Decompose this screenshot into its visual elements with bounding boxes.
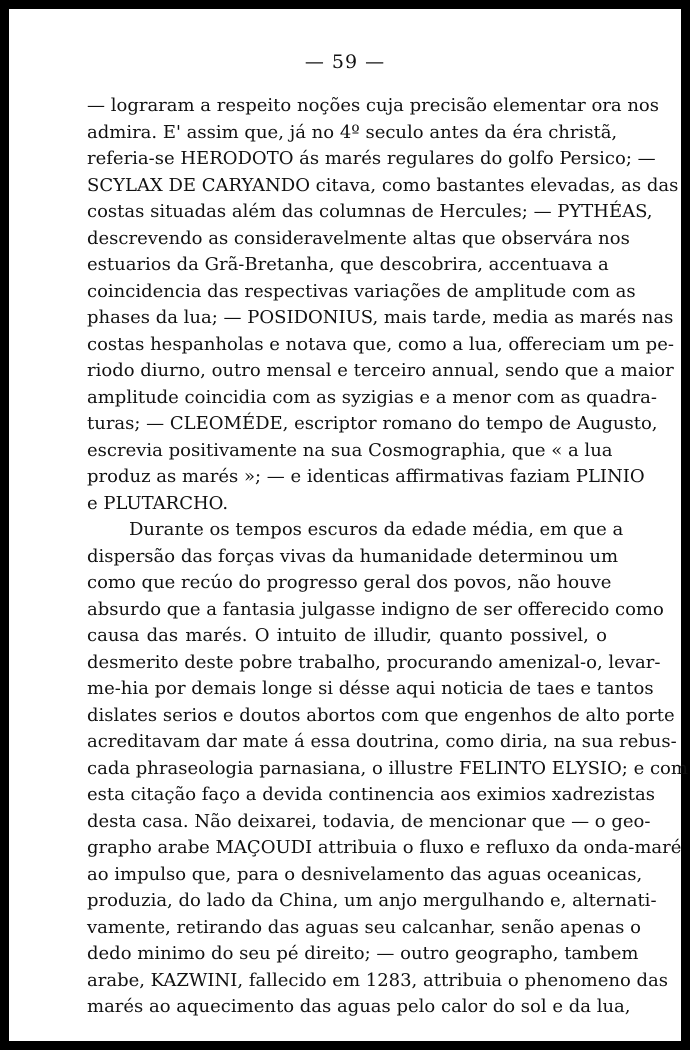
paragraph-end-line: e PLUTARCHO. [87, 492, 229, 514]
text-line: riodo diurno, outro mensal e terceiro annual, sendo que a maior [87, 360, 674, 381]
text-line: ao impulso que, para o desnivelamento das aguas oceanicas, [87, 863, 643, 885]
text-line: produz as marés »; — e identicas affirmativas faziam PLINIO [87, 466, 645, 487]
text-line: absurdo que a fantasia julgasse indigno de ser offerecido como [87, 598, 664, 620]
text-line: esta citação faço a devida continencia aos eximios xadrezistas [87, 784, 655, 805]
text-line: cada phraseologia parnasiana, o illustre FELINTO ELYSIO; e com [87, 757, 688, 779]
text-line: acreditavam dar mate á essa doutrina, como diria, na sua rebus- [87, 731, 677, 752]
text-line: dislates serios e doutos abortos com que engenhos de alto porte [87, 704, 675, 726]
text-line: phases da lua; — POSIDONIUS, mais tarde, media as marés nas [87, 307, 674, 328]
text-line: — lograram a respeito noções cuja precisão elementar ora nos [87, 95, 660, 116]
text-line: costas situadas além das columnas de Hercules; — PYTHÉAS, [87, 201, 653, 222]
text-line: dispersão das forças vivas da humanidade determinou um [87, 545, 619, 567]
text-line: descrevendo as consideravelmente altas que observára nos [87, 227, 630, 249]
text-line: desta casa. Não deixarei, todavia, de mencionar que — o geo- [87, 810, 651, 832]
text-line: escrevia positivamente na sua Cosmographia, que « a lua [87, 439, 613, 461]
text-line: SCYLAX DE CARYANDO citava, como bastantes elevadas, as das [87, 174, 679, 196]
text-line: arabe, KAZWINI, fallecido em 1283, attribuia o phenomeno das [87, 969, 669, 991]
text-line: dedo minimo do seu pé direito; — outro geographo, tambem [87, 943, 639, 964]
text-line: admira. E' assim que, já no 4º seculo antes da éra christã, [87, 121, 618, 143]
text-line: marés ao aquecimento das aguas pelo calor do sol e da lua, [87, 996, 631, 1017]
text-line: turas; — CLEOMÉDE, escriptor romano do tempo de Augusto, [87, 413, 658, 434]
page-number: — 59 — [304, 51, 386, 73]
text-line: desmerito deste pobre trabalho, procurando amenizal-o, levar- [87, 651, 661, 673]
text-line: referia-se HERODOTO ás marés regulares do golfo Persico; — [87, 148, 656, 169]
text-line: vamente, retirando das aguas seu calcanhar, senão apenas o [87, 916, 641, 938]
paragraph-start-line: Durante os tempos escuros da edade média, em que a [129, 519, 624, 540]
body-text [87, 93, 688, 1021]
text-line: coincidencia das respectivas variações de amplitude com as [87, 280, 636, 302]
text-line: produzia, do lado da China, um anjo mergulhando e, alternati- [87, 890, 657, 911]
book-page [9, 9, 688, 1041]
text-line: me-hia por demais longe si désse aqui noticia de taes e tantos [87, 678, 654, 699]
text-line: causa das marés. O intuito de illudir, quanto possivel, o [87, 625, 607, 646]
text-line: grapho arabe MAÇOUDI attribuia o fluxo e refluxo da onda-maré [87, 837, 682, 858]
text-line: estuarios da Grã-Bretanha, que descobrira, accentuava a [87, 254, 609, 275]
text-line: costas hespanholas e notava que, como a lua, offereciam um pe- [87, 333, 674, 355]
text-line: como que recúo do progresso geral dos povos, não houve [87, 572, 612, 593]
text-line: amplitude coincidia com as syzigias e a menor com as quadra- [87, 386, 657, 408]
